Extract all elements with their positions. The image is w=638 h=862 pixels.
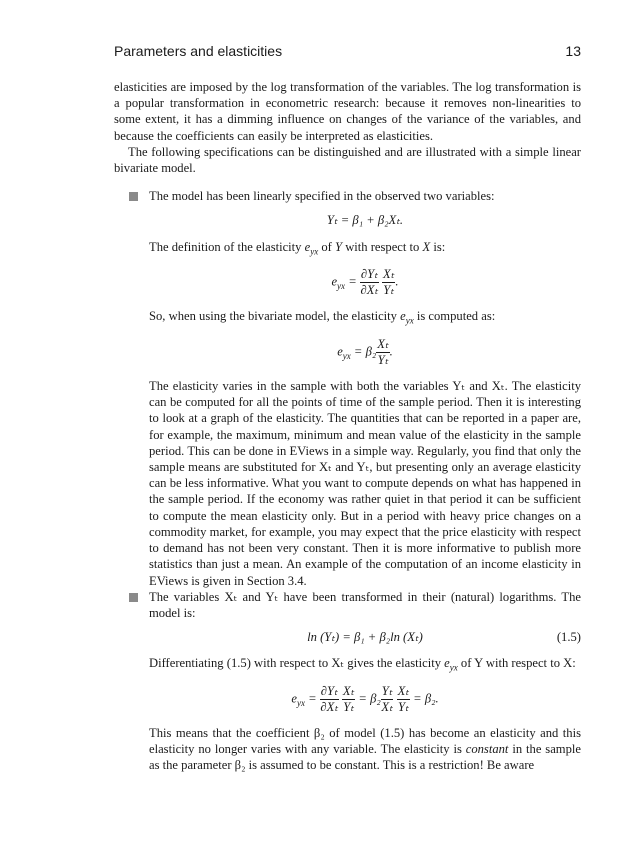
equation-linear-model: Yₜ = β₁ + β₂Xₜ. — [326, 213, 404, 228]
spacer — [114, 176, 581, 188]
square-bullet-icon — [129, 192, 138, 201]
fraction: $\frac{\text{Xₜ}}{\text{Yₜ}}$ — [382, 267, 395, 298]
fraction: $\frac{\text{Yₜ}}{\text{Xₜ}}$ — [381, 684, 393, 715]
paragraph-2: The following specifications can be distinguished and are illustrated with a simple linear bivariate model. — [114, 144, 581, 176]
fraction: $\frac{\text{∂Yₜ}}{\text{∂Xₜ}}$ — [360, 267, 379, 298]
list-item-linear-model — [114, 188, 581, 588]
header-title: Parameters and elasticities — [114, 43, 283, 59]
item1-intro: The model has been linearly specified in the observed two variables: — [149, 189, 495, 204]
equation-elasticity-definition: $e_{yx}$ = $\frac{\text{∂Yₜ}}{\text{∂Xₜ}}$ $\frac{\text{Xₜ}}{\text{Yₜ}}$ . — [331, 267, 399, 298]
paragraph-1: elasticities are imposed by the log transformation of the variables. The log transformation is a popular transformation in econometric research: because it removes non-linearities to some extent, it has a dimming influence on changes of the variance of the variables, and because the coefficients can easily be interpreted as elasticities. — [114, 80, 581, 143]
item1-definition: The definition of the elasticity $e_{yx}$ of Y with respect to X is: — [149, 239, 446, 257]
item1-discussion: The elasticity varies in the sample with both the variables Yₜ and Xₜ. The elasticity can be computed for all the points of time of the sample period. Then it is interesting to look at a graph of the elasticity. The quantities that can be reported in a paper are, for example, the maximum, minimum and mean value of the elasticity in the sample period. This can be done in EViews in a simple way. Regularly, you find that only the sample means are substituted for Xₜ and Yₜ, but presenting only an average elasticity can be less informative. What you want to compute depends on what has happened in the sample period. If the economy was rather quiet in that period it can be sufficient to compute the mean elasticity only. But in a period with heavy price changes on a commodity market, for example, you may expect that the price elasticity with respect to demand has not been very constant. Then it is more informative to publish more statistics than just a mean. An example of the computation of an income elasticity in EViews is given in Section 3.4. — [149, 379, 581, 588]
square-bullet-icon — [129, 593, 138, 602]
equation-constant-elasticity: $e_{yx}$ = $\frac{\text{∂Yₜ}}{\text{∂Xₜ}}$ $\frac{\text{Xₜ}}{\text{Yₜ}}$ = β₂ $\frac{\text{Yₜ}}{\text{Xₜ}}$ $\frac{\text{Xₜ}}{\text{Yₜ}}$ = β₂. — [291, 684, 439, 715]
item2-differentiating: Differentiating (1.5) with respect to Xₜ gives the elasticity $e_{yx}$ of Y with respect to X: — [149, 656, 576, 673]
item2-intro: The variables Xₜ and Yₜ have been transformed in their (natural) logarithms. The model is: — [149, 589, 581, 620]
equation-bivariate-elasticity: $e_{yx} = \beta_2$ $\frac{\text{Xₜ}}{\text{Yₜ}}$ . — [337, 337, 393, 368]
fraction: $\frac{\text{Xₜ}}{\text{Yₜ}}$ — [377, 337, 389, 368]
running-header — [114, 43, 581, 63]
fraction: $\frac{\text{Xₜ}}{\text{Yₜ}}$ — [342, 684, 355, 715]
equation-log-model: ln (Yₜ) = β₁ + β₂ln (Xₜ) (1.5) — [307, 630, 581, 645]
equation-number: (1.5) — [556, 630, 581, 645]
item1-so: So, when using the bivariate model, the elasticity $e_{yx}$ is computed as: — [149, 309, 496, 326]
item2-conclusion: This means that the coefficient β₂ of model (1.5) has become an elasticity and this elasticity no longer varies with any variable. The elasticity is constant in the sample as the parameter β₂ is assumed to be constant. This is a restriction! Be aware — [149, 726, 581, 773]
page-number: 13 — [565, 43, 581, 59]
fraction: $\frac{\text{∂Yₜ}}{\text{∂Xₜ}}$ — [320, 684, 339, 715]
emphasis-constant: constant — [465, 742, 509, 757]
fraction: $\frac{\text{Xₜ}}{\text{Yₜ}}$ — [397, 684, 410, 715]
page-body — [114, 79, 581, 774]
list-item-log-model — [114, 589, 581, 774]
